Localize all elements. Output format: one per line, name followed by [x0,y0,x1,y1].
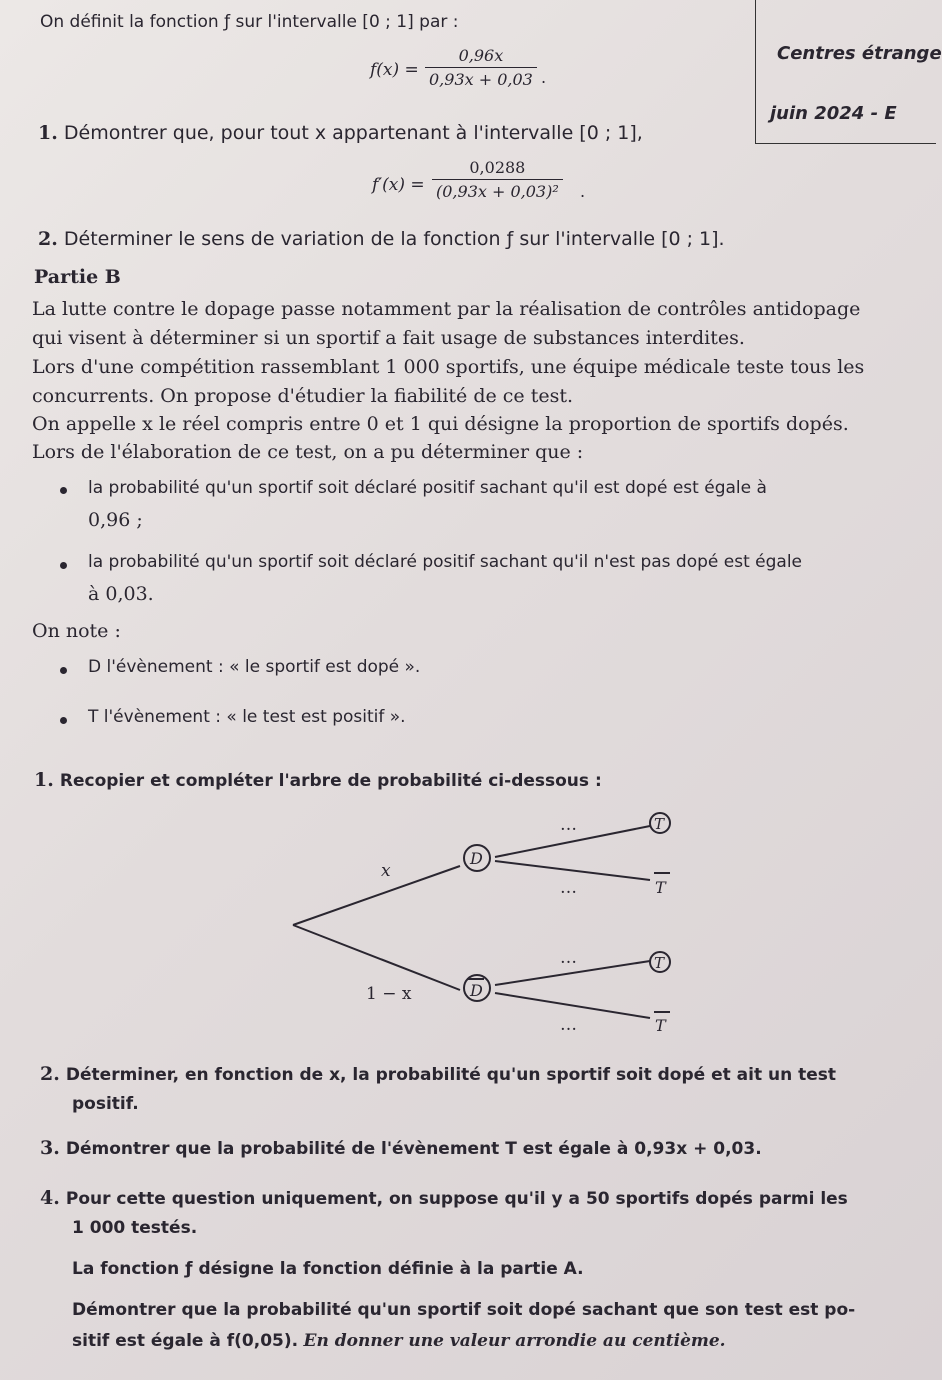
node-t-circle [650,813,670,833]
node-dbar-label: D [470,981,483,1000]
bullet-1-line-2: 0,96 ; [88,509,143,531]
bullet-1-line-1: la probabilité qu'un sportif soit déclaré positif sachant qu'il est dopé est égale à [88,478,767,498]
branch-dbar-t [495,961,650,985]
node-tbar-label: T [655,878,666,897]
question-text: Démontrer que, pour tout x appartenant à l'intervalle [0 ; 1], [63,122,643,144]
branch-root-dbar [293,925,460,990]
para-line-6: Lors de l'élaboration de ce test, on a pu déterminer que : [32,441,584,463]
node-dbar-circle [464,975,490,1001]
label-one-minus-x: 1 − x [366,984,412,1004]
question-b1 [34,769,602,791]
question-number: 3. [40,1137,60,1159]
para-line-4: concurrents. On propose d'étudier la fiabilité de ce test. [32,385,574,407]
fprime-period: . [580,182,586,201]
branch-d-tbar [495,861,650,880]
question-text: Déterminer le sens de variation de la fonction ƒ sur l'intervalle [0 ; 1]. [63,228,725,250]
question-b4-line-3: La fonction ƒ désigne la fonction définie à la partie A. [72,1259,584,1279]
branch-d-t [495,826,650,857]
bullet-dot [60,487,67,494]
f-fraction [425,46,537,89]
para-line-3: Lors d'une compétition rassemblant 1 000 sportifs, une équipe médicale teste tous les [32,356,865,378]
node-t-label: T [654,815,665,833]
bullet-2-line-2: à 0,03. [88,583,154,605]
label-dots-dbartbar: … [560,1015,577,1035]
question-number: 4. [40,1187,60,1209]
para-line-1: La lutte contre le dopage passe notamment par la réalisation de contrôles antidopage [32,298,861,320]
node-t2-circle [650,952,670,972]
event-t-definition: T l'évènement : « le test est positif ». [88,707,406,727]
event-d-definition: D l'évènement : « le sportif est dopé ». [88,657,421,677]
question-number: 1. [34,769,54,791]
note-heading: On note : [32,620,121,642]
label-dots-dbart: … [560,948,577,968]
node-d-label: D [470,849,483,868]
bullet-dot [60,717,67,724]
label-dots-dt: … [560,815,577,835]
question-b4 [40,1187,848,1209]
question-text: Démontrer que la probabilité de l'évènement T est égale à 0,93x + 0,03. [65,1139,762,1159]
f-period: . [541,68,547,87]
node-d-circle [464,845,490,871]
part-b-title: Partie B [34,266,121,288]
question-b2-line-2: positif. [72,1094,139,1114]
label-x: x [381,861,391,881]
fprime-numerator: 0,0288 [469,158,526,177]
question-number: 1. [38,122,58,144]
para-line-2: qui visent à déterminer si un sportif a fait usage de substances interdites. [32,327,745,349]
node-t2-label: T [654,954,665,972]
question-number: 2. [40,1063,60,1085]
f-denominator: 0,93x + 0,03 [425,67,537,89]
question-text: Recopier et compléter l'arbre de probabilité ci-dessous : [59,771,602,791]
fprime-denominator: (0,93x + 0,03)² [432,179,563,201]
f-numerator: 0,96x [458,46,504,65]
exam-center: Centres étrange [777,43,942,64]
intro-text: On définit la fonction ƒ sur l'intervalle [0 ; 1] par : [40,12,459,32]
question-b4-line-5 [72,1331,726,1351]
question-text: Déterminer, en fonction de x, la probabilité qu'un sportif soit dopé et ait un test [65,1065,837,1085]
branch-dbar-tbar [495,993,650,1018]
question-text: Pour cette question uniquement, on suppose qu'il y a 50 sportifs dopés parmi les [65,1189,848,1209]
para-line-5: On appelle x le réel compris entre 0 et 1 qui désigne la proportion de sportifs dopés. [32,413,849,435]
bullet-dot [60,562,67,569]
question-a1 [38,122,643,144]
exam-date: juin 2024 - E [770,103,897,124]
fprime-lhs: f′(x) = [372,175,425,195]
node-tbar2-label: T [655,1016,666,1035]
question-number: 2. [38,228,58,250]
question-b3 [40,1137,762,1159]
f-lhs: f(x) = [370,60,419,80]
question-b4-line-5b: En donner une valeur arrondie au centième. [303,1331,726,1351]
branch-root-d [293,866,460,925]
label-dots-dtbar: … [560,878,577,898]
question-a2 [38,228,725,250]
question-b4-line-5a: sitif est égale à f(0,05). [72,1331,299,1351]
question-b4-line-2: 1 000 testés. [72,1218,198,1238]
bullet-dot [60,667,67,674]
fprime-fraction [432,158,563,201]
bullet-2-line-1: la probabilité qu'un sportif soit déclaré positif sachant qu'il n'est pas dopé est égale [88,552,802,572]
question-b2 [40,1063,836,1085]
question-b4-line-4: Démontrer que la probabilité qu'un sportif soit dopé sachant que son test est po- [72,1300,856,1320]
